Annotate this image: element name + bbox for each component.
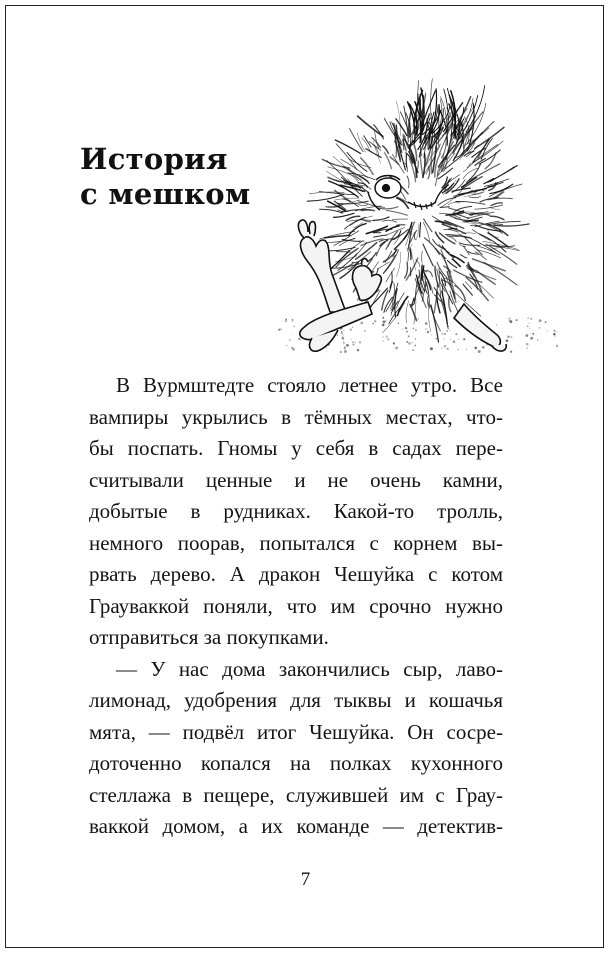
chapter-title-line-2: с мешком bbox=[80, 177, 251, 211]
text-line: считывали ценные и не очень камни, bbox=[89, 467, 503, 492]
text-line: стеллажа в пещере, служившей им с Грау- bbox=[89, 782, 503, 807]
text-line: бы поспать. Гномы у себя в садах пере- bbox=[89, 436, 503, 460]
text-line: немного поорав, попытался с корнем вы- bbox=[89, 530, 503, 555]
page-number: 7 bbox=[300, 869, 311, 890]
text-line: — У нас дома закончились сыр, лаво- bbox=[116, 656, 503, 681]
text-line: Грауваккой поняли, что им срочно нужно bbox=[89, 593, 503, 618]
text-line: В Вурмштедте стояло летнее утро. Все bbox=[116, 373, 503, 397]
text-line: мята, — подвёл итог Чешуйка. Он сосре- bbox=[89, 719, 503, 744]
chapter-title bbox=[80, 142, 280, 212]
chapter-title-line-1: История bbox=[80, 142, 228, 176]
text-line: отправиться за покупками. bbox=[89, 625, 329, 649]
text-line: лимонад, удобрения для тыквы и кошачья bbox=[89, 688, 503, 712]
text-line: ваккой домом, а их команде — детектив- bbox=[89, 814, 503, 838]
text-line: добытые в рудниках. Какой-то тролль, bbox=[89, 499, 503, 523]
hairy-creature-icon bbox=[268, 62, 568, 362]
text-line: доточенно копался на полках кухонного bbox=[89, 751, 503, 775]
body-text bbox=[89, 370, 503, 843]
text-line: рвать дерево. А дракон Чешуйка с котом bbox=[89, 562, 503, 586]
text-line: вампиры укрылись в тёмных местах, что- bbox=[89, 404, 503, 429]
